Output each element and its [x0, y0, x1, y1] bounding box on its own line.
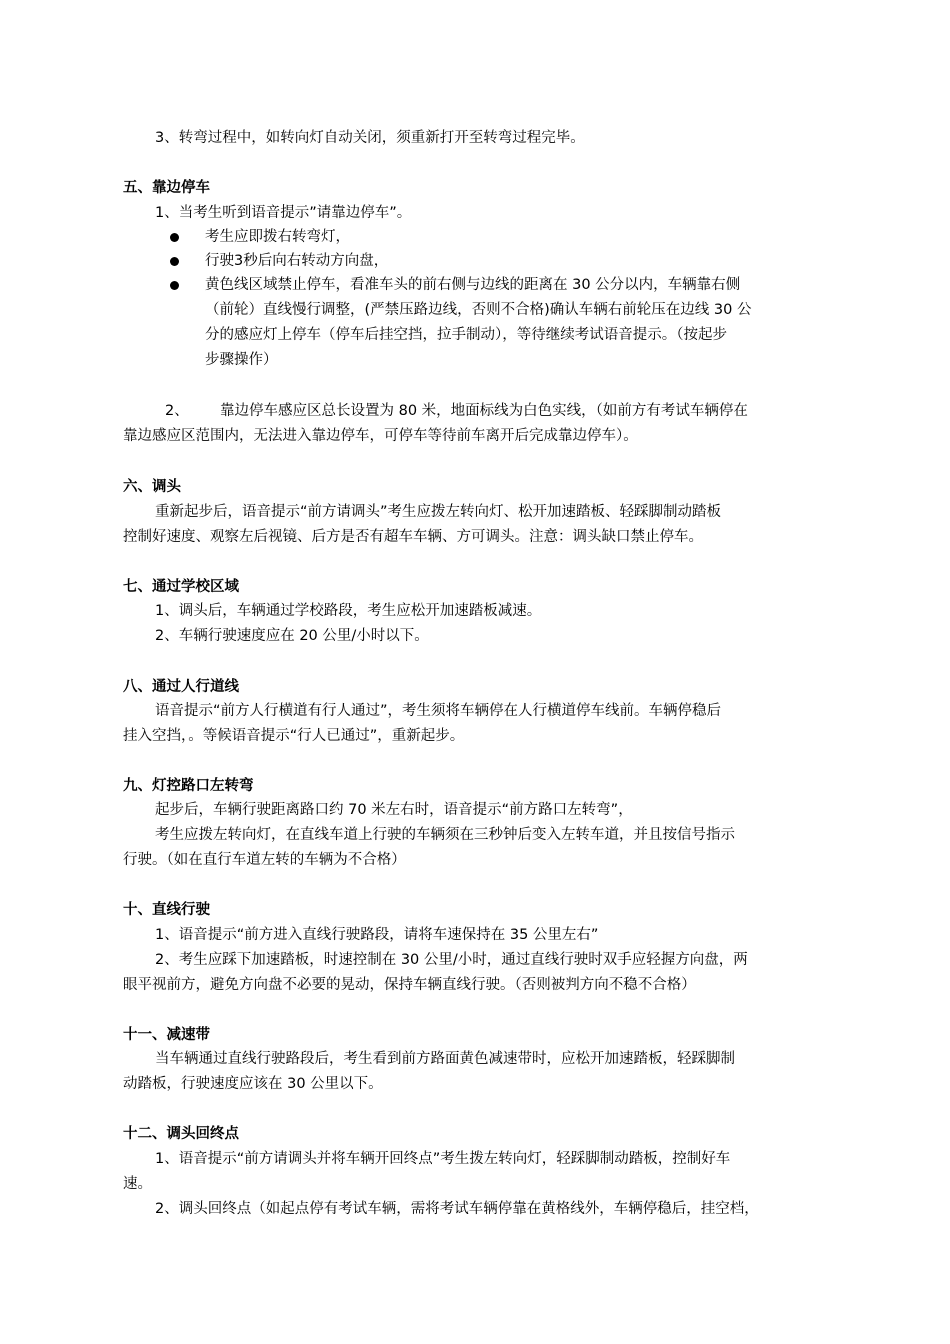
- bullet-item: 考生应即拨右转弯灯，: [205, 229, 350, 245]
- bullet-icon: [170, 257, 179, 266]
- bullet-item-cont: （前轮）直线慢行调整，(严禁压路边线，否则不合格)确认车辆右前轮压在边线 30 公: [205, 302, 752, 318]
- section-heading: 八、通过人行道线: [123, 679, 239, 695]
- bullet-item: 黄色线区域禁止停车，看准车头的前右侧与边线的距离在 30 公分以内，车辆靠右侧: [205, 277, 741, 293]
- section-heading: 十二、调头回终点: [123, 1126, 239, 1142]
- text-line: 2、考生应踩下加速踏板，时速控制在 30 公里/小时，通过直线行驶时双手应轻握方向盘，两: [155, 952, 748, 968]
- section-heading: 五、靠边停车: [123, 180, 210, 196]
- text-line: 眼平视前方，避免方向盘不必要的晃动，保持车辆直线行驶。（否则被判方向不稳不合格）: [123, 977, 696, 993]
- text-line: 起步后，车辆行驶距离路口约 70 米左右时，语音提示“前方路口左转弯”，: [155, 802, 633, 818]
- section-heading: 十一、减速带: [123, 1027, 210, 1043]
- bullet-item: 行驶3秒后向右转动方向盘，: [205, 253, 389, 269]
- bullet-icon: [170, 233, 179, 242]
- text-line: 速。: [123, 1176, 152, 1192]
- text-line: 重新起步后，语音提示“前方请调头”考生应拨左转向灯、松开加速踏板、轻踩脚制动踏板: [155, 504, 722, 520]
- text-line: 1、调头后，车辆通过学校路段，考生应松开加速踏板减速。: [155, 603, 542, 619]
- section-heading: 七、通过学校区域: [123, 579, 239, 595]
- text-line: 靠边感应区范围内，无法进入靠边停车，可停车等待前车离开后完成靠边停车）。: [123, 428, 638, 444]
- text-line: 1、语音提示“前方请调头并将车辆开回终点”考生拨左转向灯，轻踩脚制动踏板，控制好车: [155, 1151, 731, 1167]
- text-line: 控制好速度、观察左后视镜、后方是否有超车车辆、方可调头。注意：调头缺口禁止停车。: [123, 529, 703, 545]
- text-line: 挂入空挡，。等候语音提示“行人已通过”，重新起步。: [123, 728, 465, 744]
- text-line: 语音提示“前方人行横道有行人通过”，考生须将车辆停在人行横道停车线前。车辆停稳后: [155, 703, 722, 719]
- text-line: 1、语音提示“前方进入直线行驶路段，请将车速保持在 35 公里左右”: [155, 927, 599, 943]
- bullet-item-cont: 步骤操作）: [205, 352, 278, 368]
- text-line: 2、调头回终点（如起点停有考试车辆，需将考试车辆停靠在黄格线外，车辆停稳后，挂空档，: [155, 1201, 759, 1217]
- section-heading: 九、灯控路口左转弯: [123, 778, 254, 794]
- text-line: 3、转弯过程中，如转向灯自动关闭，须重新打开至转弯过程完毕。: [155, 130, 585, 146]
- section-heading: 六、调头: [123, 479, 181, 495]
- text-line: 动踏板，行驶速度应该在 30 公里以下。: [123, 1076, 383, 1092]
- text-line: 当车辆通过直线行驶路段后，考生看到前方路面黄色减速带时，应松开加速踏板，轻踩脚制: [155, 1051, 735, 1067]
- section-heading: 十、直线行驶: [123, 902, 210, 918]
- text-line: 2、车辆行驶速度应在 20 公里/小时以下。: [155, 628, 429, 644]
- text-line: 靠边停车感应区总长设置为 80 米，地面标线为白色实线，（如前方有考试车辆停在: [220, 403, 748, 419]
- text-line: 考生应拨左转向灯，在直线车道上行驶的车辆须在三秒钟后变入左转车道，并且按信号指示: [155, 827, 735, 843]
- text-line: 行驶。（如在直行车道左转的车辆为不合格）: [123, 852, 406, 868]
- bullet-icon: [170, 281, 179, 290]
- bullet-item-cont: 分的感应灯上停车（停车后挂空挡，拉手制动），等待继续考试语音提示。（按起步: [205, 327, 727, 343]
- list-number: 2、: [165, 403, 189, 419]
- text-line: 1、当考生听到语音提示”请靠边停车”。: [155, 205, 412, 221]
